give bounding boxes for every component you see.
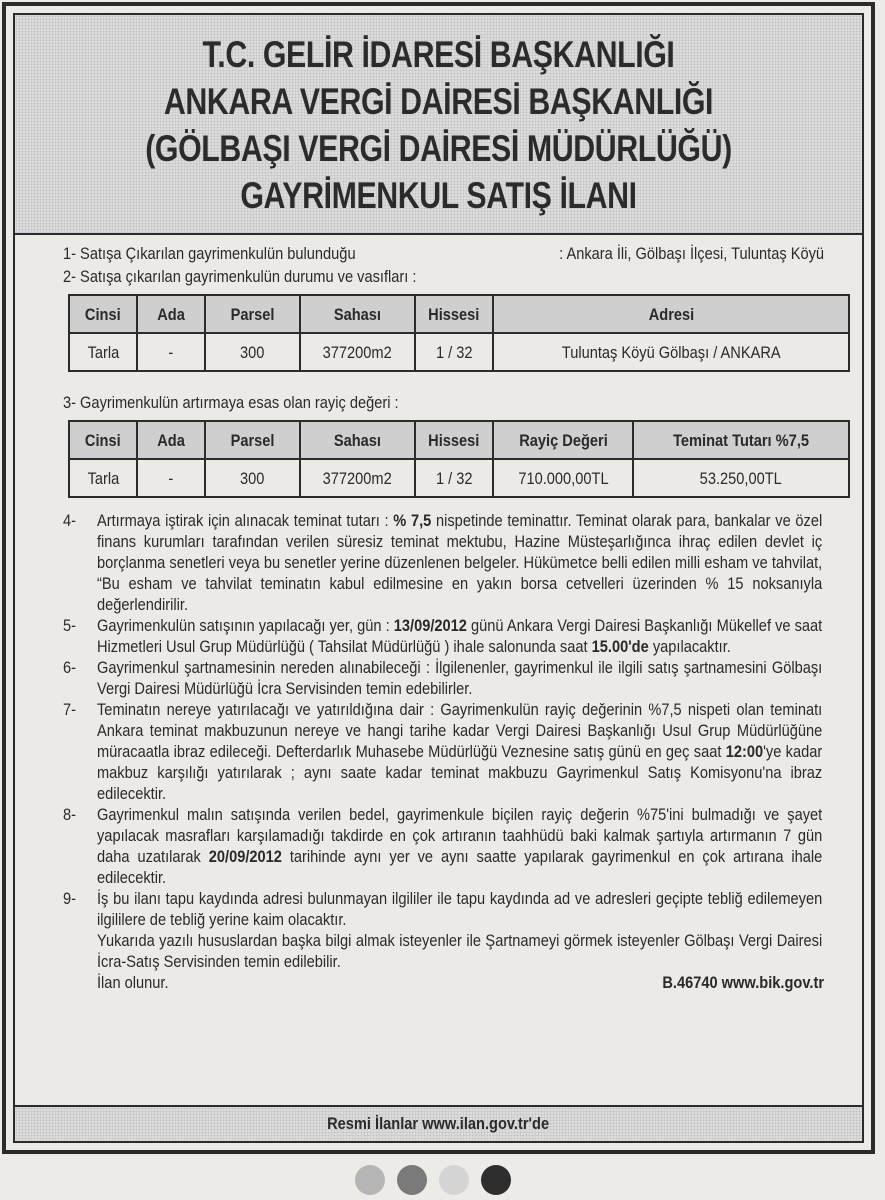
item-text-segment: yapılacaktır. — [648, 637, 731, 656]
col-sahasi: Sahası — [333, 304, 382, 324]
col-ada: Ada — [157, 430, 185, 450]
item-number: 4- — [63, 511, 77, 530]
col-sahasi: Sahası — [333, 430, 382, 450]
property-table-header — [69, 295, 849, 333]
header-title-line-4: GAYRİMENKUL SATIŞ İLANI — [240, 175, 637, 216]
property-table — [68, 294, 850, 372]
cell-ada: - — [168, 468, 174, 488]
header-title-line-2: ANKARA VERGİ DAİRESİ BAŞKANLIĞI — [163, 81, 714, 122]
item-text-segment: tarihinde aynı yer ve aynı saatte yapılarak gayrimenkul en çok artırana ihale edilecektir. — [97, 847, 823, 887]
header-title-line-1: T.C. GELİR İDARESİ BAŞKANLIĞI — [202, 34, 675, 75]
item-text-emphasis: 12:00 — [725, 742, 764, 761]
list-item — [63, 657, 824, 699]
closing-info: Yukarıda yazılı hususlardan başka bilgi almak isteyenler ile Şartnameyi görmek isteyenler Gölbaşı Vergi Dairesi İcra-Satış Servisinden temin edilebilir. — [97, 931, 823, 971]
item-text — [97, 888, 822, 930]
dot-icon — [355, 1165, 385, 1195]
location-row — [63, 243, 824, 266]
value-label: 3- Gayrimenkulün artırmaya esas olan rayiç değeri : — [63, 393, 399, 412]
item-text — [97, 657, 822, 699]
announcement-body — [63, 243, 824, 993]
item-text-segment: günü Ankara Vergi Dairesi Başkanlığı Mükellef ve saat Hizmetleri Usul Grup Müdürlüğü ( Tahsilat Müdürlüğü ) ihale salonunda saat — [97, 616, 823, 656]
conditions-list — [63, 510, 824, 930]
cell-cinsi: Tarla — [87, 468, 119, 488]
item-text-segment: Gayrimenkul şartnamesinin nereden alınabileceği : İlgilenenler, gayrimenkul ile ilgili satış şartnamesini Gölbaşı Vergi Dairesi Müdürlüğü İcra Servisinden temin edebilirler. — [97, 658, 823, 698]
col-cinsi: Cinsi — [85, 430, 121, 450]
list-item — [63, 804, 824, 888]
item-text-emphasis: 13/09/2012 — [393, 616, 467, 635]
announcement-inner-frame — [13, 13, 864, 1143]
table-row — [69, 333, 849, 371]
item-text-segment: Teminatın nereye yatırılacağı ve yatırıldığına dair : Gayrimenkulün rayiç değerinin %7,5 nispeti olan teminatı Ankara teminat makbuzunun nereye ve hangi tarihe kadar Vergi Dairesi Başkanlığı Usul Grup Müdürlüğüne müracaatla ibraz edileceği. Defterdarlık Muhasebe Müdürlüğü Veznesine satış günü en geç saat — [97, 700, 823, 761]
cell-adresi: Tuluntaş Köyü Gölbaşı / ANKARA — [561, 342, 781, 362]
dot-icon — [397, 1165, 427, 1195]
decorative-dots — [355, 1165, 511, 1195]
item-text — [97, 510, 822, 615]
item-number: 8- — [63, 805, 77, 824]
col-hissesi: Hissesi — [428, 430, 480, 450]
cell-ada: - — [168, 342, 174, 362]
cell-sahasi: 377200m2 — [322, 468, 393, 488]
item-text-emphasis: 20/09/2012 — [208, 847, 282, 866]
announcement-frame — [2, 2, 875, 1154]
col-hissesi: Hissesi — [428, 304, 480, 324]
header-title-line-3: (GÖLBAŞI VERGİ DAİRESİ MÜDÜRLÜĞÜ) — [145, 128, 732, 169]
cell-sahasi: 377200m2 — [322, 342, 393, 362]
item-number: 6- — [63, 658, 77, 677]
item-text-emphasis: % 7,5 — [393, 511, 432, 530]
location-label: 1- Satışa Çıkarılan gayrimenkulün bulunduğu — [63, 244, 356, 263]
col-parsel: Parsel — [230, 430, 275, 450]
col-teminat-tutari: Teminat Tutarı %7,5 — [673, 430, 809, 450]
cell-rayic-degeri: 710.000,00TL — [517, 468, 609, 488]
col-parsel: Parsel — [230, 304, 275, 324]
closing-section — [63, 930, 824, 993]
announced-text: İlan olunur. — [97, 973, 169, 992]
footer-text: Resmi İlanlar www.ilan.gov.tr'de — [327, 1114, 550, 1133]
closing-footer-row — [97, 972, 824, 993]
item-text — [97, 615, 822, 657]
reference-code: B.46740 www.bik.gov.tr — [662, 973, 824, 992]
item-number: 9- — [63, 889, 77, 908]
table-row — [69, 459, 849, 497]
item-text-segment: Gayrimenkulün satışının yapılacağı yer, gün : — [97, 616, 394, 635]
list-item — [63, 888, 824, 930]
item-number: 5- — [63, 616, 77, 635]
list-item — [63, 510, 824, 615]
item-number: 7- — [63, 700, 77, 719]
value-table — [68, 420, 850, 498]
cell-hissesi: 1 / 32 — [435, 468, 473, 488]
cell-teminat-tutari: 53.250,00TL — [699, 468, 783, 488]
footer-bar — [15, 1105, 862, 1141]
cell-parsel: 300 — [240, 468, 265, 488]
col-ada: Ada — [157, 304, 185, 324]
announcement-header — [15, 15, 862, 235]
item-text-segment: İş bu ilanı tapu kaydında adresi bulunmayan ilgililer ile tapu kaydında ad ve adresleri geçipte tebliğ edilemeyen ilgililere de tebliğ yerine kaim olacaktır. — [97, 889, 823, 929]
item-text-emphasis: 15.00'de — [591, 637, 649, 656]
cell-parsel: 300 — [240, 342, 265, 362]
item-text-segment: Gayrimenkul malın satışında verilen bedel, gayrimenkule biçilen rayiç değerin %75'ini bulmadığı ve şayet yapılacak masrafları karşılamadığı takdirde en çok artıranın taahhüdü baki kalmak şartıyla artırmanın 7 gün daha uzatılarak — [97, 805, 823, 866]
col-adresi: Adresi — [648, 304, 694, 324]
list-item — [63, 699, 824, 804]
description-label: 2- Satışa çıkarılan gayrimenkulün durumu ve vasıfları : — [63, 267, 417, 286]
item-text — [97, 804, 822, 888]
item-text-segment: Artırmaya iştirak için alınacak teminat tutarı : — [97, 511, 394, 530]
item-text — [97, 699, 822, 804]
cell-cinsi: Tarla — [87, 342, 119, 362]
value-table-header — [69, 421, 849, 459]
list-item — [63, 615, 824, 657]
item-text-segment: 'ye kadar makbuz karşılığı yatırılarak ; aynı saate kadar teminat makbuzu Gayrimenkul Satış Komisyonu'na ibraz edilecektir. — [97, 742, 823, 803]
item-text-segment: nispetinde teminattır. Teminat olarak para, bankalar ve özel finans kurumları tarafından verilen süresiz teminat mektubu, Hazine Müsteşarlığınca ihraç edilen devlet iç borçlanma senetleri veya bu senetler yerine düzenlenen belgeler. Hükümetce belli edilen milli esham ve tahvilat, “Bu esham ve tahvilat teminatın kabul edilmesine en yakın borsa cetvelleri üzerinden % 15 noksanıyla değerlendirilir. — [97, 511, 823, 614]
col-cinsi: Cinsi — [85, 304, 121, 324]
cell-hissesi: 1 / 32 — [435, 342, 473, 362]
col-rayic-degeri: Rayiç Değeri — [518, 430, 608, 450]
location-value: : Ankara İli, Gölbaşı İlçesi, Tuluntaş Köyü — [559, 244, 824, 263]
dot-icon — [439, 1165, 469, 1195]
dot-icon — [481, 1165, 511, 1195]
